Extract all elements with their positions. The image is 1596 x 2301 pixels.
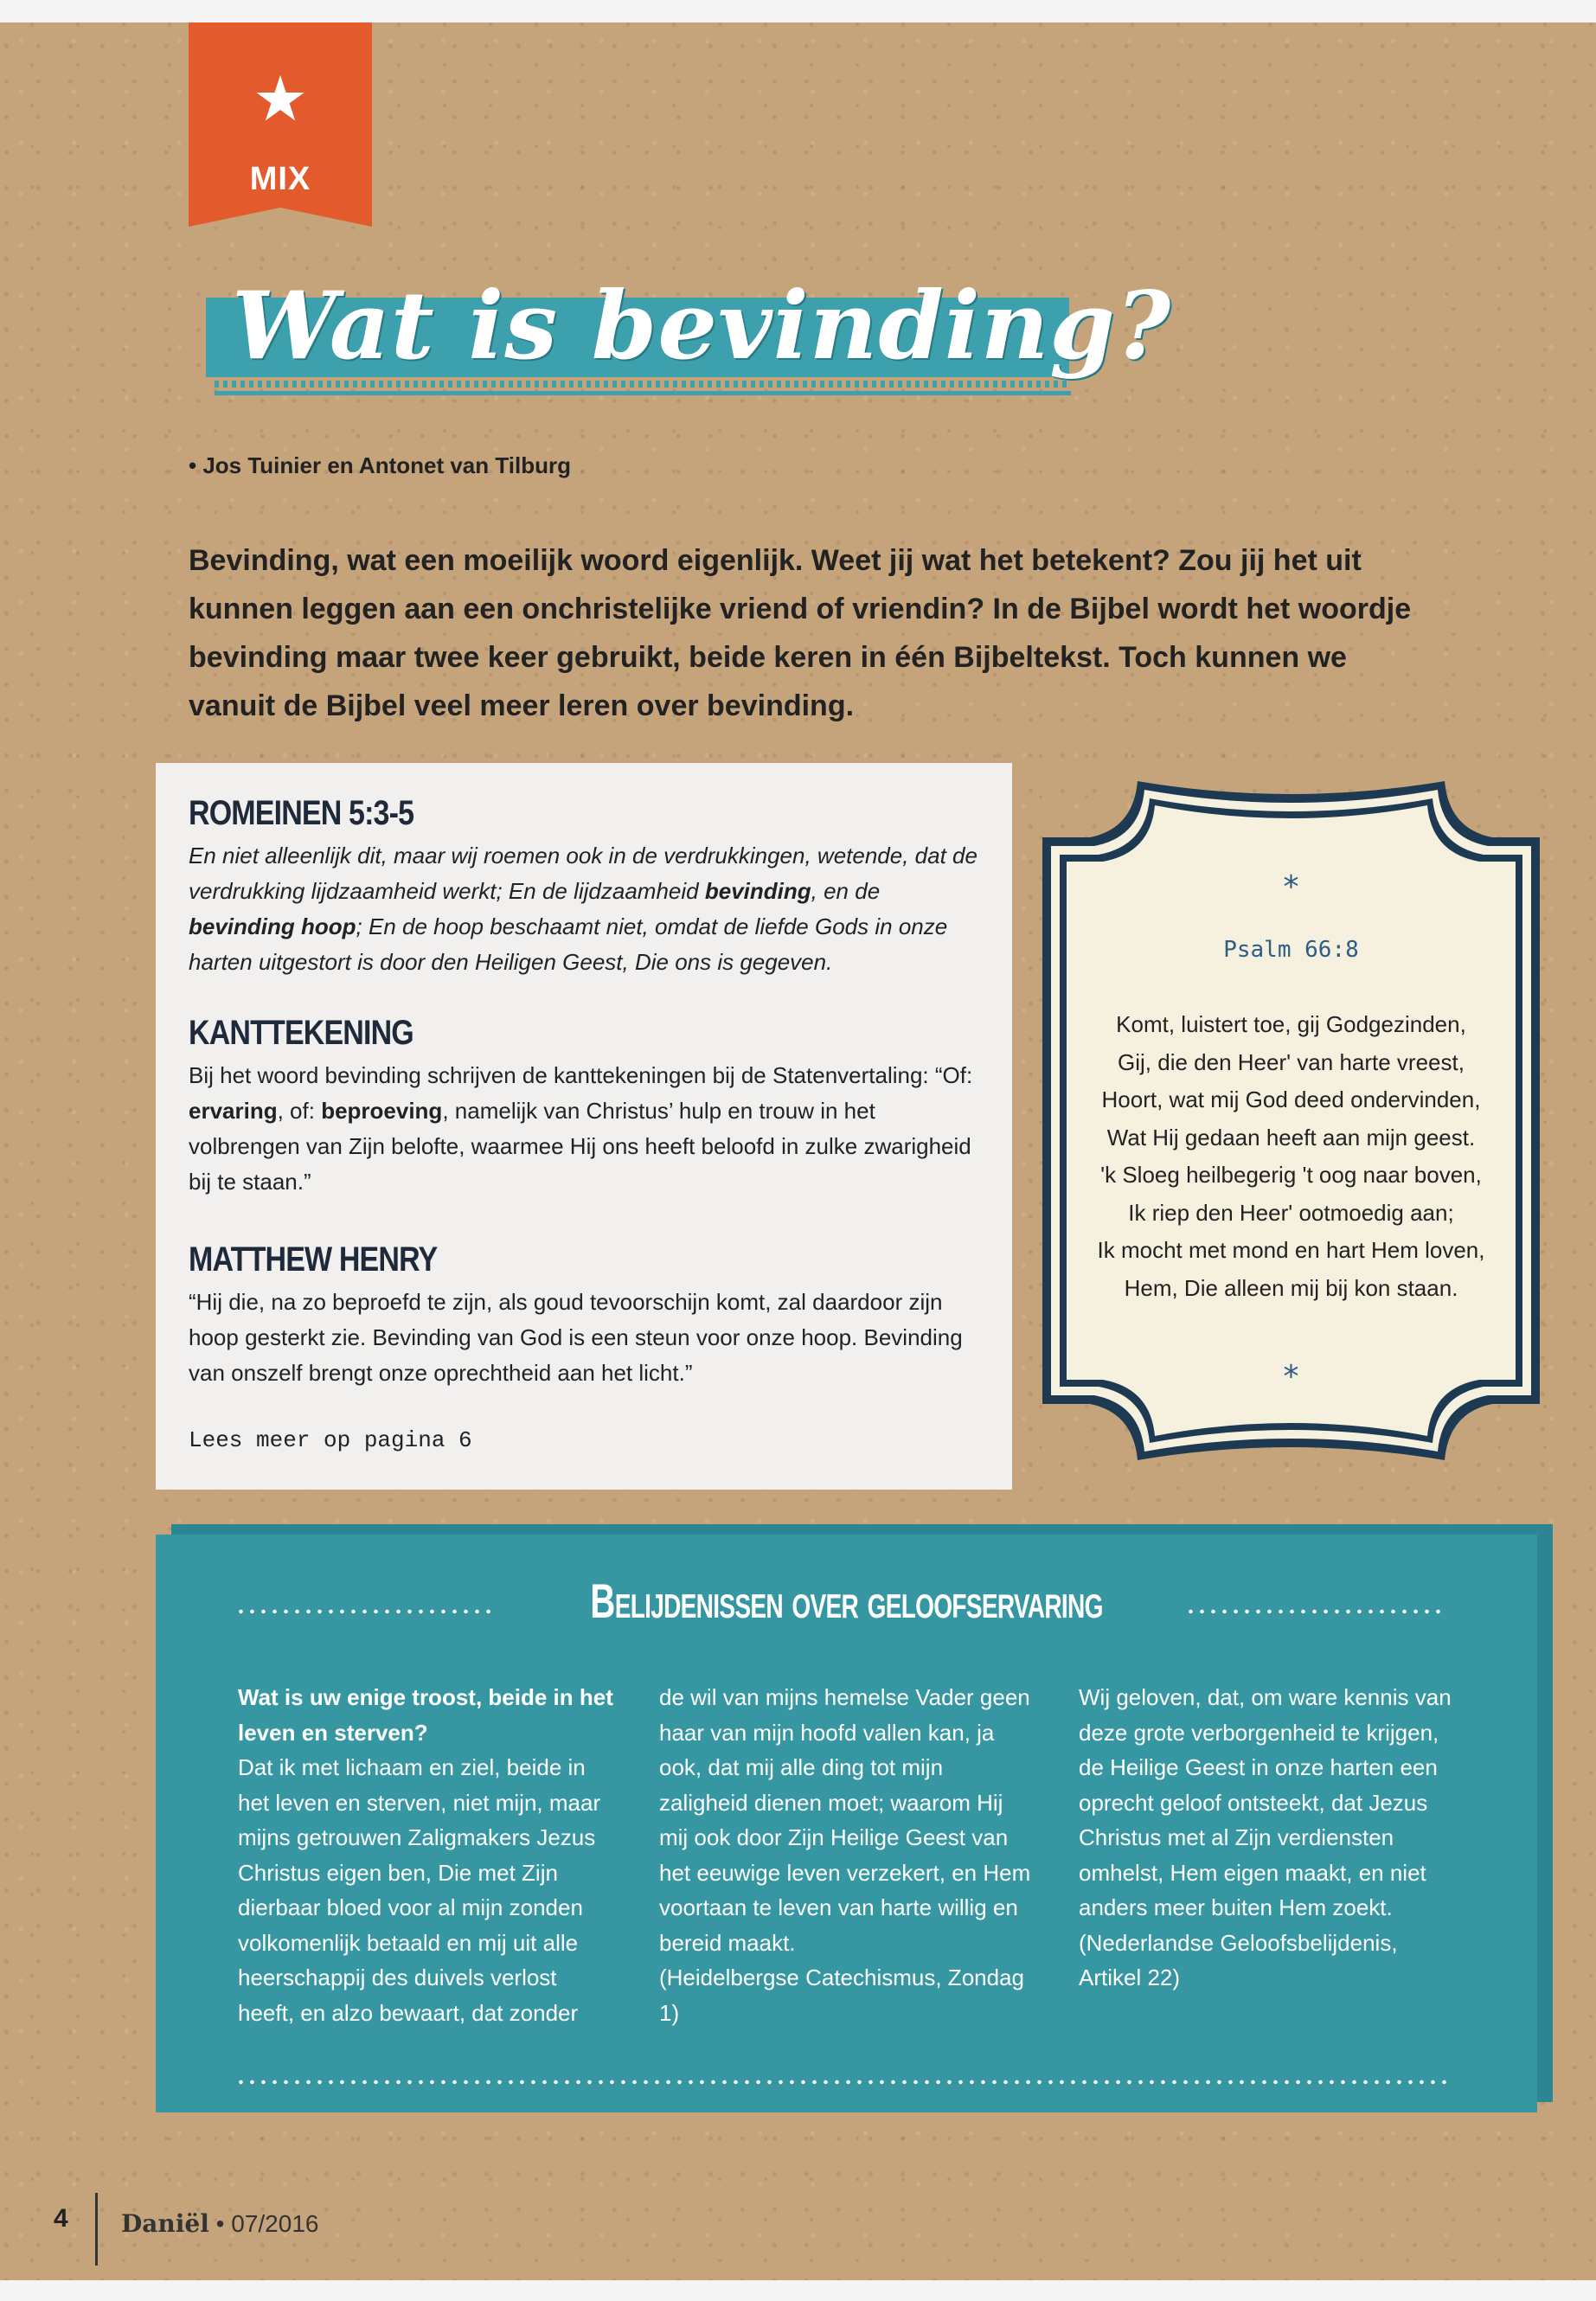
byline: • Jos Tuinier en Antonet van Tilburg (189, 452, 571, 478)
confessions-heading: Belijdenissen over geloofservaring (590, 1574, 1103, 1628)
verse-line: Komt, luistert toe, gij Godgezinden, (1116, 1011, 1466, 1037)
verse-line: 'k Sloeg heilbegerig 't oog naar boven, (1100, 1162, 1482, 1188)
confession-column-3 (1079, 1680, 1456, 1996)
verse-line: Wat Hij gedaan heeft aan mijn geest. (1106, 1124, 1476, 1150)
henry-block (189, 1240, 984, 1391)
top-margin (0, 0, 1596, 22)
psalm-frame (1042, 781, 1540, 1460)
quotes-panel (156, 763, 1012, 1490)
romeinen-heading: ROMEINEN 5:3-5 (189, 794, 414, 832)
bottom-margin (0, 2280, 1596, 2301)
confession-column-2 (659, 1680, 1036, 2030)
verse-line: Ik riep den Heer' ootmoedig aan; (1128, 1199, 1454, 1226)
catechism-answer-cont: de wil van mijns hemelse Vader geen haar van mijn hoofd vallen kan, ja ook, dat mij alle ding tot mijn zaligheid dienen moet; waarom Hij mij ook door Zijn Heilige Geest van het eeuwige leven verzekert, en Hem voortaan te leven van harte willig en bereid maakt. (659, 1684, 1031, 1956)
magazine-issue: Daniël • 07/2016 (121, 2209, 319, 2238)
ribbon-notch (189, 208, 372, 227)
section-ribbon (189, 22, 372, 227)
title-band-dots (215, 381, 1071, 388)
confession-column-1 (238, 1680, 615, 2030)
confessions-box (156, 1535, 1537, 2112)
star-ornament-bottom: * (1281, 1359, 1301, 1394)
romeinen-block (189, 794, 984, 980)
confession-text: Wij geloven, dat, om ware kennis van deze grote verborgenheid te krijgen, de Heilige Geest in onze harten een oprecht geloof ontsteekt, dat Jezus Christus met al Zijn verdiensten omhelst, Hem eigen maakt, en niet anders meer buiten Hem zoekt. (1079, 1684, 1452, 1920)
kanttekening-block (189, 1014, 984, 1200)
psalm-verse (1068, 1006, 1514, 1307)
intro-paragraph: Bevinding, wat een moeilijk woord eigenlijk. Weet jij wat het betekent? Zou jij het uit kunnen leggen aan een onchristelijke vriend of vriendin? In de Bijbel wordt het woordje bevinding maar twee keer gebruikt, beide keren in één Bijbeltekst. Toch kunnen we vanuit de Bijbel veel meer leren over bevinding. (189, 544, 1412, 722)
verse-line: Gij, die den Heer' van harte vreest, (1118, 1048, 1465, 1075)
page-number: 4 (54, 2204, 68, 2233)
catechism-question: Wat is uw enige troost, beide in het leven en sterven? (238, 1684, 613, 1746)
psalm-title: Psalm 66:8 (1223, 937, 1359, 963)
romeinen-text: En niet alleenlijk dit, maar wij roemen ook in de verdrukkingen, wetende, dat de verdrukking lijdzaamheid werkt; En de lijdzaamheid bevinding, en de bevinding hoop; En de hoop beschaamt niet, omdat de liefde Gods in onze harten uitgestort is door den Heiligen Geest, Die ons is gegeven. (189, 843, 977, 975)
catechism-answer: Dat ik met lichaam en ziel, beide in het leven en sterven, niet mijn, maar mijns getrouwen Zaligmakers Jezus Christus eigen ben, Die met Zijn dierbaar bloed voor al mijn zonden volkomenlijk betaald en mij uit alle heerschappij des duivels verlost heeft, en alzo bewaart, dat zonder (238, 1754, 601, 2026)
star-ornament-top: * (1281, 869, 1301, 905)
star-icon: ★ (252, 62, 309, 135)
verse-line: Hoort, wat mij God deed ondervinden, (1101, 1086, 1481, 1112)
title-band-line (215, 391, 1071, 395)
section-label: MIX (249, 161, 311, 197)
confession-source: (Nederlandse Geloofsbelijdenis, Artikel 22) (1079, 1929, 1398, 1990)
henry-heading: MATTHEW HENRY (189, 1240, 438, 1279)
page-title: Wat is bevinding? (232, 272, 1172, 381)
dotted-rule-bottom (235, 2080, 1446, 2085)
footer-divider (95, 2193, 98, 2266)
read-more-link[interactable]: Lees meer op pagina 6 (189, 1427, 472, 1453)
kanttekening-heading: KANTTEKENING (189, 1014, 413, 1052)
verse-line: Ik mocht met mond en hart Hem loven, (1097, 1237, 1485, 1263)
henry-text: “Hij die, na zo beproefd te zijn, als goud tevoorschijn komt, zal daardoor zijn hoop gesterkt zie. Bevinding van God is een steun voor onze hoop. Bevinding van onszelf brengt onze oprechtheid aan het licht.” (189, 1289, 963, 1386)
kanttekening-text: Bij het woord bevinding schrijven de kanttekeningen bij de Statenvertaling: “Of: ervaring, of: beproeving, namelijk van Christus’ hulp en trouw in het volbrengen van Zijn belofte, waarmee Hij ons heeft beloofd in zulke zwarigheid bij te staan.” (189, 1062, 973, 1195)
verse-line: Hem, Die alleen mij bij kon staan. (1124, 1274, 1458, 1301)
catechism-source: (Heidelbergse Catechismus, Zondag 1) (659, 1965, 1024, 2026)
